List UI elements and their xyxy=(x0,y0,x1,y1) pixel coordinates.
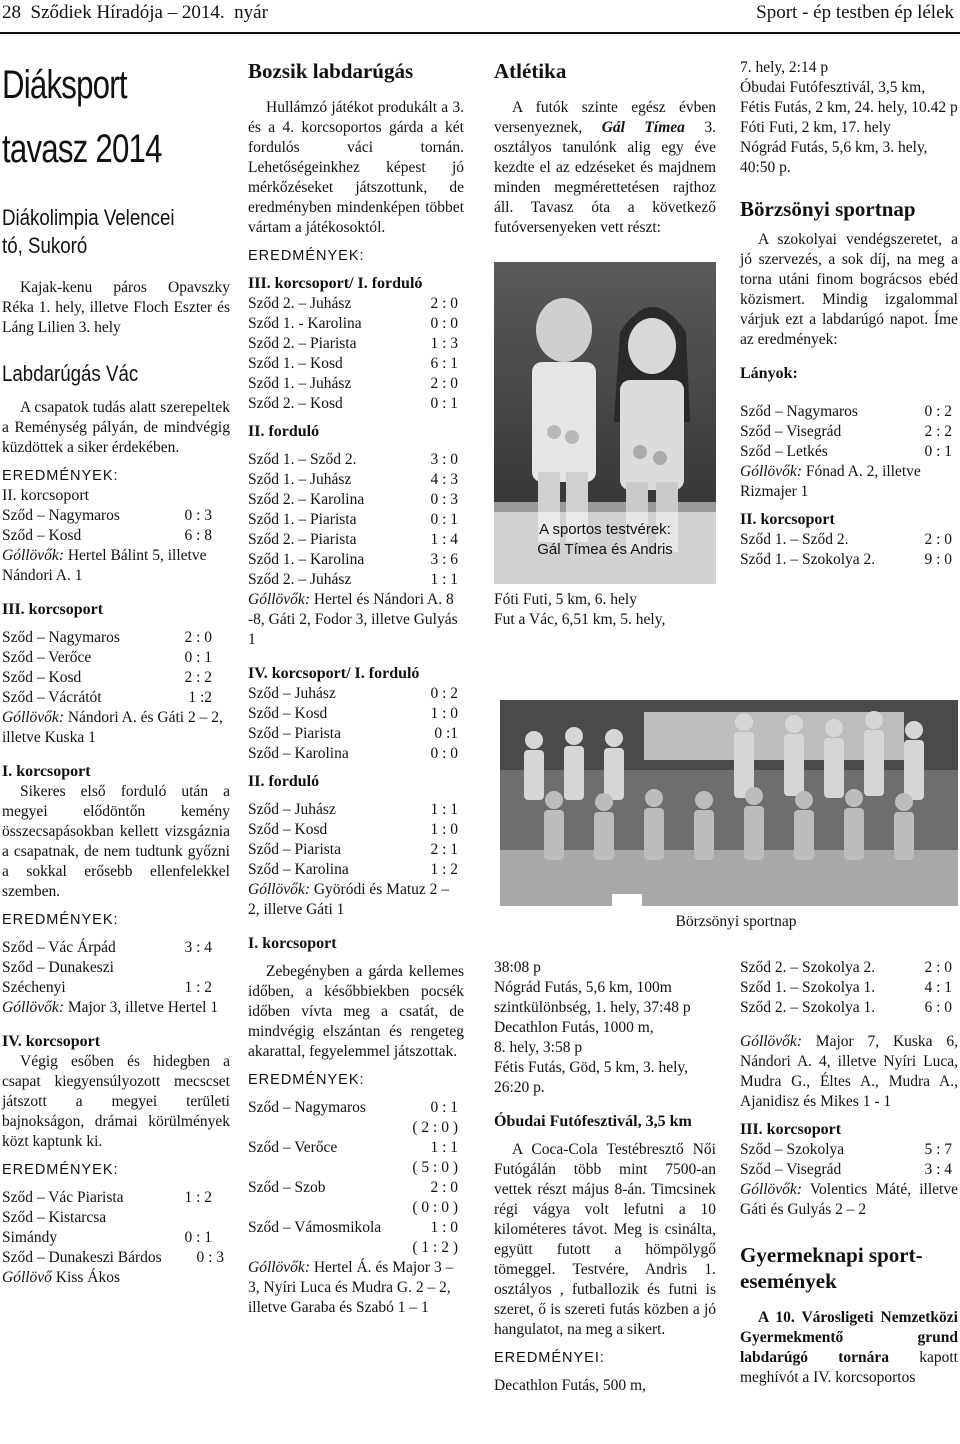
main-title-line2: tavasz 2014 xyxy=(2,127,162,171)
match-row: Sződ 1. – Szokolya 1. 4 : 1 xyxy=(740,979,952,996)
match-row: Sződ – Szokolya 5 : 7 xyxy=(740,1141,952,1158)
race-line: Decathlon Futás, 1000 m, xyxy=(494,1019,654,1036)
column-1 xyxy=(2,58,230,1288)
ii-korcsoport-title: II. korcsoport xyxy=(2,487,90,504)
match-row: Sződ 2. – Kosd 0 : 1 xyxy=(248,395,458,412)
velence-text: Kajak-kenu páros Opavszky Réka 1. hely, illetve Floch Eszter és Láng Lilien 3. hely xyxy=(2,279,230,336)
match-row: Sződ – Kosd 2 : 2 xyxy=(2,669,212,686)
match-row: Sződ – Vácrátót 1 :2 xyxy=(2,689,212,706)
scorers: Góllövők: Hertel és Nándori A. 8 -8, Gáti 2, Fodor 3, illetve Gulyás 1 xyxy=(248,591,458,648)
scorers: Góllövők: Fónad A. 2, illetve Rizmajer 1 xyxy=(740,463,921,500)
match-row: Sződ – Dunakeszi xyxy=(2,959,114,976)
scorers: Góllövők: Hertel Bálint 5, illetve Nándori A. 1 xyxy=(2,547,207,584)
gyermeknapi-text: A 10. Városligeti Nemzetközi Gyermekmentő grund labdarúgó tornára kapott meghívót a IV. korcsoportos xyxy=(740,1309,958,1386)
column-4 xyxy=(740,58,958,570)
match-row: Sződ – Karolina 1 : 2 xyxy=(248,861,458,878)
match-row: Sződ 2. – Piarista 1 : 4 xyxy=(248,531,458,548)
header-right: Sport - ép testben ép lélek xyxy=(756,2,954,23)
scorers: Góllövők: Nándori A. és Gáti 2 – 2, illetve Kuska 1 xyxy=(2,709,223,746)
iv-korcsoport-title: IV. korcsoport/ I. forduló xyxy=(248,665,420,682)
match-row: Sződ 1. – Sződ 2. 2 : 0 xyxy=(740,531,952,548)
half-time-score: ( 1 : 2 ) xyxy=(412,1239,458,1256)
group-photo xyxy=(494,700,958,906)
ii-fordulo-title: II. forduló xyxy=(248,423,320,440)
match-row: Sződ – Piarista 2 : 1 xyxy=(248,841,458,858)
siblings-caption: A sportos testvérek: Gál Tímea és Andris xyxy=(537,521,673,558)
match-row: Sződ 1. – Juhász 4 : 3 xyxy=(248,471,458,488)
results-label: EREDMÉNYEK: xyxy=(2,1162,119,1178)
results-label: EREDMÉNYEK: xyxy=(248,248,365,264)
match-row: Sződ 1. – Karolina 3 : 6 xyxy=(248,551,458,568)
i-korcsoport-text: Zebegényben a gárda kellemes időben, a későbbiekben pocsék időben vívta meg a csatát, de mindvégig elszántan és rengeteg akarattal, fegyelemmel játszottak. xyxy=(248,963,464,1060)
match-row: Sződ – Visegrád 3 : 4 xyxy=(740,1161,952,1178)
group-photo-caption: Börzsönyi sportnap xyxy=(675,913,797,930)
match-row: Sződ 1. – Kosd 6 : 1 xyxy=(248,355,458,372)
match-row: Simándy 0 : 1 xyxy=(2,1229,212,1246)
match-row: Sződ – Piarista 0 :1 xyxy=(248,725,458,742)
scorers: Góllövők: Volentics Máté, illetve Gáti és Gulyás 2 – 2 xyxy=(740,1181,958,1218)
column-3-bottom xyxy=(494,958,716,1396)
race-line: Nógrád Futás, 5,6 km, 3. hely, 40:50 p. xyxy=(740,139,928,176)
half-time-score: ( 2 : 0 ) xyxy=(412,1119,458,1136)
match-row: Sződ – Verőce 0 : 1 xyxy=(2,649,212,666)
i-korcsoport-title: I. korcsoport xyxy=(2,763,91,780)
atletika-intro: A futók szinte egész évben versenyeznek, Gál Tímea 3. osztályos tanulónk alig egy éve kezdte el az edzéseket és majdnem minden megmérettetésen rajthoz áll. Tavasz óta a következő futóversenyeken vett részt: xyxy=(494,99,717,236)
match-row: Sződ 1. – Szokolya 2. 9 : 0 xyxy=(740,551,952,568)
ii-fordulo-title: II. forduló xyxy=(248,773,320,790)
race-line: 8. hely, 3:58 p xyxy=(494,1039,583,1056)
race-line: Fóti Futi, 5 km, 6. hely xyxy=(494,591,637,608)
results-label: EREDMÉNYEK: xyxy=(2,468,119,484)
lanyok-title: Lányok: xyxy=(740,365,798,382)
race-line: Nógrád Futás, 5,6 km, 100m szintkülönbség, 1. hely, 37:48 p xyxy=(494,979,691,1016)
match-row: Sződ – Kosd 1 : 0 xyxy=(248,821,458,838)
half-time-score: ( 0 : 0 ) xyxy=(412,1199,458,1216)
borzsonyi-text: A szokolyai vendégszeretet, a jó szervezés, a sok díj, na meg a torna utáni finom bográcsos ebéd közismert. Mindig izgalommal várjuk ezt a labdarúgó napot. Íme az eredmények: xyxy=(740,231,958,348)
match-row: Sződ 2. – Juhász 2 : 0 xyxy=(248,295,458,312)
half-time-score: ( 5 : 0 ) xyxy=(412,1159,458,1176)
match-row: Sződ – Szob 2 : 0 xyxy=(248,1179,458,1196)
match-row: Sződ – Verőce 1 : 1 xyxy=(248,1139,458,1156)
obudai-text: A Coca-Cola Testébresztő Női Futógálán több mint 7500-an vettek részt május 8-án. Timcsinek régi vágya volt lefutni a 10 kilométeres távot. Meg is csinálta, együtt futott a hömpölygő tömeggel. Testvére, Andris 1. osztályos , futballozik és futni is szeret, ő is szereti futás közben a jó hangulatot, na meg a sikert. xyxy=(494,1141,716,1338)
iii-korcsoport-title: III. korcsoport xyxy=(2,601,104,618)
scorers: Góllövő Kiss Ákos xyxy=(2,1269,120,1286)
match-row: Sződ – Dunakeszi Bárdos 0 : 3 xyxy=(2,1249,224,1266)
match-row: Sződ – Nagymaros 0 : 1 xyxy=(248,1099,458,1116)
header-left: 28 Sződiek Híradója – 2014. nyár xyxy=(2,2,268,23)
heading-bozsik: Bozsik labdarúgás xyxy=(248,59,414,83)
match-row: Sződ – Kosd 6 : 8 xyxy=(2,527,212,544)
match-row: Sződ – Visegrád 2 : 2 xyxy=(740,423,952,440)
match-row: Sződ – Vác Piarista 1 : 2 xyxy=(2,1189,212,1206)
heading-gyermeknapi-1: Gyermeknapi sport- xyxy=(740,1243,923,1267)
iii-korcsoport-title: III. korcsoport/ I. forduló xyxy=(248,275,423,292)
match-row: Széchenyi 1 : 2 xyxy=(2,979,212,996)
match-row: Sződ 2. – Juhász 1 : 1 xyxy=(248,571,458,588)
scorers: Góllövők: Györódi és Matuz 2 – 2, illetve Gáti 1 xyxy=(248,881,450,918)
match-row: Sződ – Nagymaros 0 : 2 xyxy=(740,403,952,420)
match-row: Sződ 1. – Piarista 0 : 1 xyxy=(248,511,458,528)
heading-borzsonyi: Börzsönyi sportnap xyxy=(740,197,916,221)
iv-korcsoport-title: IV. korcsoport xyxy=(2,1033,101,1050)
scorers: Góllövők: Hertel Á. és Major 3 – 3, Nyíri Luca és Mudra G. 2 – 2, illetve Garaba és Szabó 1 – 1 xyxy=(248,1259,454,1316)
column-4-bottom xyxy=(740,958,958,1388)
match-row: Sződ – Juhász 0 : 2 xyxy=(248,685,458,702)
results-label: EREDMÉNYEK: xyxy=(248,1072,365,1088)
heading-atletika: Atlétika xyxy=(494,59,567,83)
heading-vac: Labdarúgás Vác xyxy=(2,361,139,386)
ii-korcsoport-title: II. korcsoport xyxy=(740,511,835,528)
scorers: Góllövők: Major 7, Kuska 6, Nándori A. 4, illetve Nyíri Luca, Mudra G., Éltes A., Mudra A., Ajanidisz és Mikes 1 - 1 xyxy=(740,1033,958,1110)
heading-velence-2: tó, Sukoró xyxy=(2,233,88,258)
group-photo-image xyxy=(494,700,958,906)
match-row: Sződ 1. - Karolina 0 : 0 xyxy=(248,315,458,332)
race-line: Óbudai Futófesztivál, 3,5 km, Fétis Futás, 2 km, 24. hely, 10.42 p xyxy=(740,79,958,116)
header-rule xyxy=(0,32,960,34)
heading-velence-1: Diákolimpia Velencei xyxy=(2,205,175,230)
race-line: 38:08 p xyxy=(494,959,541,976)
match-row: Sződ – Kistarcsa xyxy=(2,1209,107,1226)
page-header xyxy=(0,0,960,32)
i-korcsoport-title: I. korcsoport xyxy=(248,935,337,952)
heading-gyermeknapi-2: események xyxy=(740,1269,837,1293)
match-row: Sződ 1. – Juhász 2 : 0 xyxy=(248,375,458,392)
bozsik-intro: Hullámzó játékot produkált a 3. és a 4. korcsoportos gárda a két fordulós váci tornán. Lehetőségeinkhez képest jó mérkőzéseket játszottunk, de eredményben mindenképen többet vártam a játékosoktól. xyxy=(248,99,464,236)
race-line: 7. hely, 2:14 p xyxy=(740,59,829,76)
match-row: Sződ – Nagymaros 0 : 3 xyxy=(2,507,212,524)
match-row: Sződ 1. – Sződ 2. 3 : 0 xyxy=(248,451,458,468)
match-row: Sződ – Vámosmikola 1 : 0 xyxy=(248,1219,458,1236)
column-3 xyxy=(494,58,716,238)
column-3-races xyxy=(494,590,716,630)
match-row: Sződ 2. – Szokolya 1. 6 : 0 xyxy=(740,999,952,1016)
match-row: Sződ – Vác Árpád 3 : 4 xyxy=(2,939,212,956)
match-row: Sződ – Kosd 1 : 0 xyxy=(248,705,458,722)
results-label: EREDMÉNYEK: xyxy=(2,912,119,928)
results-label: EREDMÉNYEI: xyxy=(494,1350,605,1366)
race-line: Fóti Futi, 2 km, 17. hely xyxy=(740,119,891,136)
obudai-title: Óbudai Futófesztivál, 3,5 km xyxy=(494,1113,692,1130)
main-title-line1: Diáksport xyxy=(2,63,127,107)
match-row: Sződ 2. – Szokolya 2. 2 : 0 xyxy=(740,959,952,976)
column-2 xyxy=(248,58,464,1318)
match-row: Sződ 2. – Karolina 0 : 3 xyxy=(248,491,458,508)
race-line: Decathlon Futás, 500 m, xyxy=(494,1377,646,1394)
race-line: Fétis Futás, Göd, 5 km, 3. hely, 26:20 p. xyxy=(494,1059,689,1096)
race-line: Fut a Vác, 6,51 km, 5. hely, xyxy=(494,611,666,628)
iii-korcsoport-title: III. korcsoport xyxy=(740,1121,842,1138)
iv-korcsoport-text: Végig esőben és hidegben a csapat kiegyensúlyozott mecscset játszott a megyei területi bajnokságon, drámai körülmények közt kaptunk ki. xyxy=(2,1053,230,1150)
i-korcsoport-text: Sikeres első forduló után a megyei elődöntőn kemény összecsapásokban kellett vizsgáznia a csapatnak, de nem tudtunk győzni a sokkal erősebb ellenfelekkel szemben. xyxy=(2,783,230,900)
match-row: Sződ 2. – Piarista 1 : 3 xyxy=(248,335,458,352)
scorers: Góllövők: Major 3, illetve Hertel 1 xyxy=(2,999,219,1016)
match-row: Sződ – Juhász 1 : 1 xyxy=(248,801,458,818)
match-row: Sződ – Nagymaros 2 : 0 xyxy=(2,629,212,646)
match-row: Sződ – Karolina 0 : 0 xyxy=(248,745,458,762)
match-row: Sződ – Letkés 0 : 1 xyxy=(740,443,952,460)
vac-text: A csapatok tudás alatt szerepeltek a Reménység pályán, de mindvégig küzdöttek a siker érdekében. xyxy=(2,399,230,456)
